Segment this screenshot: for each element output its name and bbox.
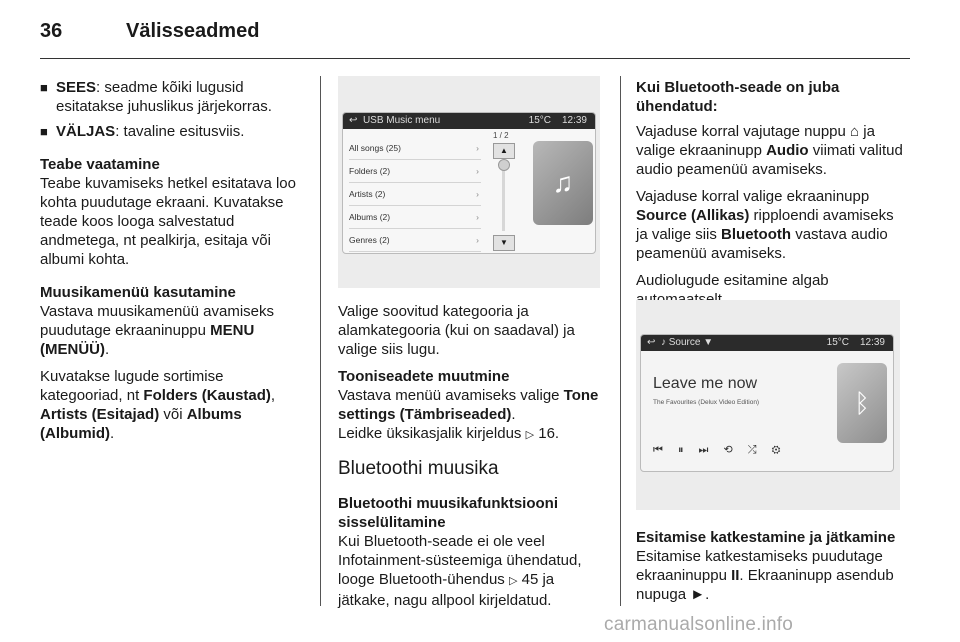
chapter-title: Välisseadmed [126,20,260,42]
paragraph-info: Teabe kuvamiseks hetkel esitatava loo kohta puudutage ekraani. Kuvatakse teade koos looga salvestatud andmetega, nt pealkirja, esitaja või albumi kohta. [40,175,296,268]
list-item[interactable]: Albums (2) › [349,206,481,229]
bluetooth-audio-figure [636,300,900,510]
temperature: 15°C [826,337,849,348]
page-header [40,14,910,54]
scroll-track [502,167,505,231]
home-icon: ⌂ [850,123,860,140]
category-list [349,137,481,252]
paragraph-select: Valige soovitud kategooria ja alamkategooria (kui on saadaval) ja valige siis lugu. [338,303,575,358]
back-icon: ↩ [647,337,656,348]
heading-connected: Kui Bluetooth-seade on juba ühendatud: [636,79,840,115]
page-reference-icon: ▷ [508,575,518,587]
status-bar [343,113,595,129]
clock: 12:39 [561,115,587,126]
page-reference-icon: ▷ [525,429,535,441]
scroll-handle[interactable] [498,159,510,171]
list-item[interactable]: Artists (2) › [349,183,481,206]
bullet-valjas: ■ VÄLJAS: tavaline esitusviis. [40,123,245,140]
bluetooth-icon: ᛒ [837,363,887,443]
column-2 [338,302,608,618]
watermark: carmanualsonline.info [604,614,794,635]
paragraph-audio: Vajaduse korral vajutage nuppu ⌂ ja valige ekraaninupp Audio viimati valitud audio peamenüü avamiseks. [636,123,903,178]
paragraph-source: Vajaduse korral valige ekraaninupp Source (Allikas) ripploendi avamiseks ja valige siis Bluetooth vastava audio peamenüü avamiseks. [636,188,894,262]
heading-pause: Esitamise katkestamine ja jätkamine [636,529,896,546]
paragraph-sort: Kuvatakse lugude sortimise kategooriad, nt Folders (Kaustad), Artists (Esitajad) või Albums (Albumid). [40,368,276,442]
status-bar [641,335,893,351]
music-note-icon: ♫ [533,141,593,225]
shuffle-icon[interactable]: ⤮ [747,444,757,456]
column-1 [40,78,308,451]
next-track-icon[interactable]: ⏭ [698,444,709,456]
pause-icon[interactable]: ⏸ [677,444,684,456]
column-divider-2 [620,76,621,606]
scroll-down-button[interactable]: ▼ [493,235,515,251]
usb-music-menu-figure [338,76,600,288]
paragraph-tone: Vastava menüü avamiseks valige Tone settings (Tämbriseaded). Leidke üksikasjalik kirjeldus ▷ 16. [338,387,599,442]
header-divider [40,58,910,59]
scroll-control [493,131,515,251]
usb-screen [342,112,596,254]
paragraph-pause: Esitamise katkestamiseks puudutage ekraaninuppu II. Ekraaninupp asendub nupuga ►. [636,548,894,603]
list-item[interactable]: Genres (2) › [349,229,481,252]
scroll-up-button[interactable]: ▲ [493,143,515,159]
column-3-bottom [636,528,908,612]
heading-music-menu: Muusikamenüü kasutamine [40,284,236,301]
album-title: The Favourites (Delux Video Edition) [653,399,760,406]
temperature: 15°C [528,115,551,126]
heading-tone: Tooniseadete muutmine [338,368,510,385]
playback-controls [653,443,781,457]
screen-title: USB Music menu [362,115,441,126]
paragraph-music-menu: Vastava muusikamenüü avamiseks puudutage ekraaninuppu MENU (MENÜÜ). [40,303,274,358]
chevron-right-icon: › [476,212,479,222]
chevron-right-icon: › [476,235,479,245]
page-indicator: 1 / 2 [493,131,509,140]
source-dropdown[interactable]: Source ▼ [668,337,714,348]
bullet-sees: ■ SEES: seadme kõiki lugusid esitatakse juhuslikus järjekorras. [40,79,272,115]
back-icon: ↩ [349,115,358,126]
clock: 12:39 [859,337,885,348]
list-item[interactable]: Folders (2) › [349,160,481,183]
column-divider-1 [320,76,321,606]
list-item[interactable]: All songs (25) › [349,137,481,160]
repeat-icon[interactable]: ⟲ [723,444,733,456]
previous-track-icon[interactable]: ⏮ [653,444,663,456]
tone-settings-icon[interactable]: ⚙ [771,444,781,456]
heading-info: Teabe vaatamine [40,156,160,173]
paragraph-bluetooth: Kui Bluetooth-seade ei ole veel Infotainment-süsteemiga ühendatud, looge Bluetooth-ühendus ▷ 45 ja jätkake, nagu allpool kirjeldatud. [338,533,582,609]
bluetooth-screen [640,334,894,472]
heading-bluetooth-music: Bluetoothi muusika [338,458,499,479]
heading-bluetooth-activate: Bluetoothi muusikafunktsiooni sisselülitamine [338,495,558,531]
column-3 [636,78,906,317]
chevron-right-icon: › [476,143,479,153]
song-title: Leave me now [653,375,758,392]
chevron-right-icon: › [476,166,479,176]
page-number: 36 [40,20,63,42]
music-note-icon: ♪ [660,337,666,348]
chevron-right-icon: › [476,189,479,199]
paragraph-autoplay: Audiolugude esitamine algab [636,272,829,289]
